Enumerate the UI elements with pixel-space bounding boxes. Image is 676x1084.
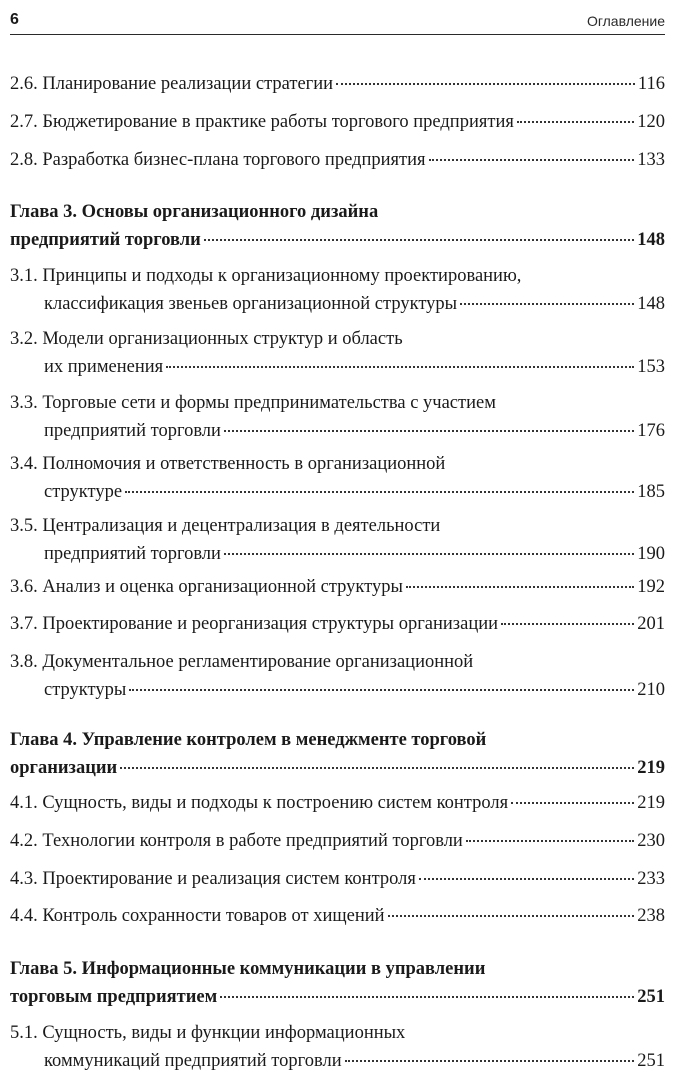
toc-entry-row <box>10 573 665 601</box>
dot-leader <box>406 586 634 588</box>
toc-entry-line: 3.2. Модели организационных структур и область <box>10 329 403 349</box>
toc-page-number: 153 <box>637 357 665 377</box>
toc-entry-title: предприятий торговли <box>44 421 221 441</box>
dot-leader <box>166 366 634 368</box>
toc-entry-line: 3.8. Документальное регламентирование организационной <box>10 652 474 672</box>
page-number: 6 <box>10 11 19 28</box>
dot-leader <box>345 1060 635 1062</box>
running-head-title: Оглавление <box>586 13 665 29</box>
toc-section-entry <box>10 789 665 817</box>
toc-entry-row <box>10 754 665 782</box>
dot-leader <box>220 996 634 998</box>
toc-section-entry <box>10 146 665 174</box>
toc-entry-row <box>10 827 665 855</box>
toc-page-number: 251 <box>637 1051 665 1071</box>
toc-chapter-entry <box>10 198 665 254</box>
toc-section-entry <box>10 865 665 893</box>
toc-entry-row <box>10 146 665 174</box>
dot-leader <box>120 767 634 769</box>
toc-page-number: 133 <box>637 150 665 170</box>
toc-page-number: 116 <box>637 74 665 94</box>
running-header <box>10 10 665 35</box>
toc-section-entry <box>10 108 665 136</box>
toc-page-number: 192 <box>637 577 665 597</box>
toc-page-number: 219 <box>637 758 665 778</box>
toc-page-number: 201 <box>637 614 665 634</box>
toc-entry-row <box>10 610 665 638</box>
toc-entry-title: 2.7. Бюджетирование в практике работы торгового предприятия <box>10 112 514 132</box>
toc-entry-row <box>10 902 665 930</box>
toc-entry-title: 2.6. Планирование реализации стратегии <box>10 74 334 94</box>
toc-page-number: 230 <box>637 831 665 851</box>
dot-leader <box>517 121 634 123</box>
dot-leader <box>125 491 634 493</box>
toc-section-entry <box>10 573 665 601</box>
toc-entry-line: Глава 4. Управление контролем в менеджменте торговой <box>10 730 487 750</box>
dot-leader <box>511 802 634 804</box>
toc-entry-title: 4.2. Технологии контроля в работе предприятий торговли <box>10 831 463 851</box>
toc-entry-line: Глава 3. Основы организационного дизайна <box>10 202 379 222</box>
toc-section-entry <box>10 325 665 381</box>
toc-entry-row <box>10 540 665 568</box>
toc-entry-title: коммуникаций предприятий торговли <box>44 1051 342 1071</box>
dot-leader <box>336 83 635 85</box>
toc-page-number: 120 <box>637 112 665 132</box>
toc-page-number: 210 <box>637 680 665 700</box>
toc-section-entry <box>10 450 665 506</box>
toc-entry-row <box>10 865 665 893</box>
dot-leader <box>224 553 634 555</box>
toc-entry-line: Глава 5. Информационные коммуникации в управлении <box>10 959 486 979</box>
toc-entry-row <box>10 353 665 381</box>
toc-page-number: 148 <box>637 230 665 250</box>
toc-entry-row <box>10 1047 665 1075</box>
toc-page-number: 190 <box>637 544 665 564</box>
toc-entry-title: 4.1. Сущность, виды и подходы к построению систем контроля <box>10 793 509 813</box>
toc-entry-row <box>10 290 665 318</box>
toc-section-entry <box>10 827 665 855</box>
toc-entry-title: 3.6. Анализ и оценка организационной структуры <box>10 577 403 597</box>
toc-entry-title: организации <box>10 758 118 778</box>
toc-entry-line: 3.5. Централизация и децентрализация в деятельности <box>10 516 441 536</box>
toc-entry-row <box>10 417 665 445</box>
toc-entry-title: предприятий торговли <box>44 544 221 564</box>
toc-entry-title: структуры <box>44 680 127 700</box>
dot-leader <box>204 239 634 241</box>
toc-entry-title: 4.4. Контроль сохранности товаров от хищений <box>10 906 385 926</box>
toc-entry-title: 3.7. Проектирование и реорганизация структуры организации <box>10 614 499 634</box>
toc-entry-title: торговым предприятием <box>10 987 218 1007</box>
toc-entry-row <box>10 70 665 98</box>
toc-section-entry <box>10 610 665 638</box>
toc-entry-title: предприятий торговли <box>10 230 201 250</box>
toc-entry-line: 3.3. Торговые сети и формы предпринимательства с участием <box>10 393 496 413</box>
toc-entry-row <box>10 108 665 136</box>
dot-leader <box>419 878 634 880</box>
toc-entry-row <box>10 789 665 817</box>
toc-page-number: 219 <box>637 793 665 813</box>
toc-section-entry <box>10 512 665 568</box>
toc-section-entry <box>10 262 665 318</box>
dot-leader <box>429 159 635 161</box>
toc-page-number: 238 <box>637 906 665 926</box>
toc-entry-line: 3.4. Полномочия и ответственность в организационной <box>10 454 446 474</box>
toc-entry-title: классификация звеньев организационной структуры <box>44 294 458 314</box>
toc-section-entry <box>10 648 665 704</box>
toc-entry-title: их применения <box>44 357 164 377</box>
dot-leader <box>224 430 634 432</box>
toc-page-number: 148 <box>637 294 665 314</box>
toc-section-entry <box>10 70 665 98</box>
dot-leader <box>501 623 634 625</box>
toc-chapter-entry <box>10 955 665 1011</box>
toc-page-number: 185 <box>637 482 665 502</box>
toc-entry-title: 4.3. Проектирование и реализация систем контроля <box>10 869 416 889</box>
toc-page-number: 251 <box>637 987 665 1007</box>
toc-section-entry <box>10 902 665 930</box>
toc-entry-title: 2.8. Разработка бизнес-плана торгового предприятия <box>10 150 426 170</box>
dot-leader <box>129 689 634 691</box>
dot-leader <box>466 840 634 842</box>
toc-entry-row <box>10 478 665 506</box>
toc-section-entry <box>10 1019 665 1075</box>
toc-entry-title: структуре <box>44 482 123 502</box>
toc-entry-line: 5.1. Сущность, виды и функции информационных <box>10 1023 406 1043</box>
toc-page-number: 233 <box>637 869 665 889</box>
toc-entry-line: 3.1. Принципы и подходы к организационному проектированию, <box>10 266 522 286</box>
toc-entry-row <box>10 226 665 254</box>
dot-leader <box>388 915 635 917</box>
dot-leader <box>460 303 634 305</box>
toc-page-number: 176 <box>637 421 665 441</box>
toc-entry-row <box>10 676 665 704</box>
toc-entry-row <box>10 983 665 1011</box>
toc-section-entry <box>10 389 665 445</box>
toc-chapter-entry <box>10 726 665 782</box>
